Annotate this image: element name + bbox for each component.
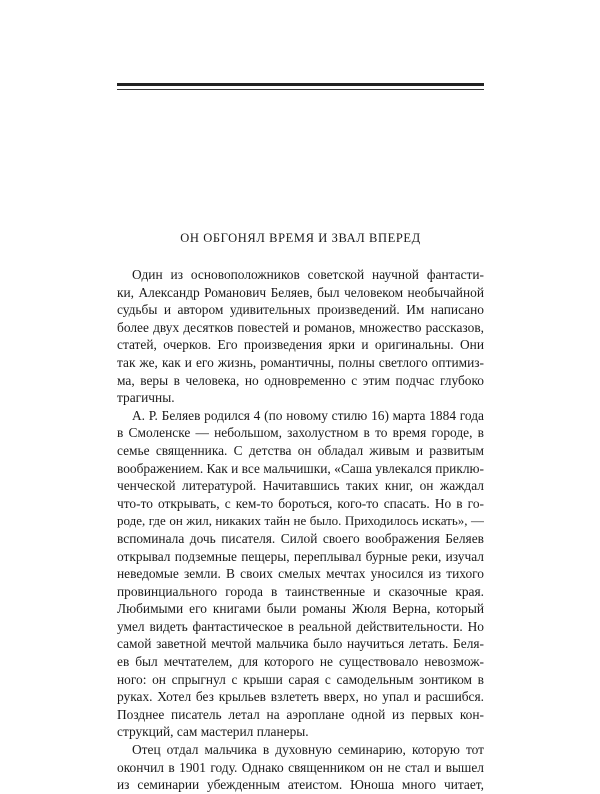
text-line: неведомые земли. В своих смелых мечтах уносился из тихого <box>117 566 484 582</box>
text-line: в Смоленске — небольшом, захолустном в то время городе, в <box>117 425 484 441</box>
text-line: Отец отдал мальчика в духовную семинарию, которую тот <box>132 742 484 758</box>
text-line: трагичны. <box>117 390 175 406</box>
text-line: самой заветной мечтой мальчика было научиться летать. Беля- <box>117 636 484 652</box>
text-line: струкций, сам мастерил планеры. <box>117 724 309 740</box>
text-line: судьбы и автором удивительных произведений. Им написано <box>117 302 484 318</box>
text-line: более двух десятков повестей и романов, множество рассказов, <box>117 319 484 335</box>
text-line: из семинарии убежденным атеистом. Юноша много читает, <box>117 777 484 793</box>
text-line: вспоминала дочь писателя. Силой своего воображения Беляев <box>117 530 484 546</box>
text-line: что-то открывать, с кем-то бороться, кого-то спасать. Но в го- <box>117 495 484 511</box>
text-line: ки, Александр Романович Беляев, был человеком необычайной <box>117 284 484 300</box>
text-line: Позднее писатель летал на аэроплане одной из первых кон- <box>117 706 484 722</box>
body-text <box>117 266 484 794</box>
text-line: руках. Хотел без крыльев взлететь вверх, но упал и расшибся. <box>117 689 484 705</box>
text-line: воображением. Как и все мальчишки, «Саша увлекался приклю- <box>117 460 484 476</box>
chapter-heading: ОН ОБГОНЯЛ ВРЕМЯ И ЗВАЛ ВПЕРЕД <box>180 231 421 245</box>
text-line: А. Р. Беляев родился 4 (по новому стилю 16) марта 1884 года <box>132 407 484 423</box>
text-line: умел видеть фантастическое в реальной действительности. Но <box>117 618 484 634</box>
text-line: ев был мечтателем, для которого не существовало невозмож- <box>117 654 484 670</box>
text-line: Любимыми его книгами были романы Жюля Верна, который <box>117 601 484 617</box>
text-line: открывал подземные пещеры, переплывал бурные реки, изучал <box>117 548 484 564</box>
text-line: провинциального города в таинственные и сказочные края. <box>117 583 484 599</box>
header-rule-thick <box>117 83 484 86</box>
text-line: роде, где он жил, никаких тайн не было. Приходилось искать», — <box>117 513 484 529</box>
text-line: статей, очерков. Его произведения ярки и оригинальны. Они <box>117 337 484 353</box>
text-line: окончил в 1901 году. Однако священником он не стал и вышел <box>117 759 484 775</box>
text-line: ма, веры в человека, но одновременно с этим подчас глубоко <box>117 372 484 388</box>
header-rule-thin <box>117 89 484 90</box>
text-line: так же, как и его жизнь, романтичны, полны светлого оптимиз- <box>117 354 484 370</box>
text-line: Один из основоположников советской научной фантасти- <box>132 267 484 282</box>
text-line: ченческой литературой. Начитавшись таких книг, он жаждал <box>117 478 484 494</box>
text-line: ного: он спрыгнул с крыши сарая с самодельным зонтиком в <box>117 671 484 687</box>
text-line: семье священника. С детства он обладал живым и развитым <box>117 442 484 458</box>
